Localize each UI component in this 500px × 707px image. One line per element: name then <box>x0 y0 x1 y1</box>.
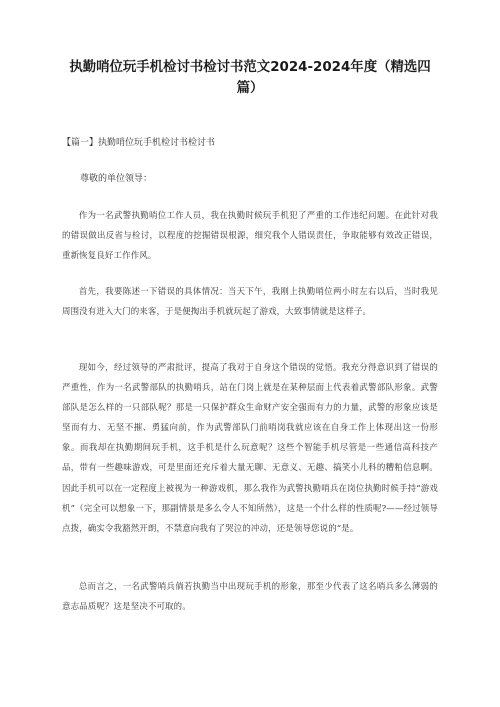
salutation: 尊敬的单位领导： <box>80 174 153 184</box>
body-paragraph-1: 作为一名武警执勤哨位工作人员，我在执勤时候玩手机犯了严重的工作违纪问题。在此针对我的错误做出反省与检讨，以程度的挖掘错误根源，细究我个人错误责任，争取能够有效改正错误，重新恢复良好工作作风。 <box>62 210 438 261</box>
document-title: 执勤哨位玩手机检讨书检讨书范文2024-2024年度（精选四篇） <box>69 60 431 96</box>
body-paragraph-3: 现如今，经过领导的严肃批评，提高了我对于自身这个错误的觉悟。我充分得意识到了错误的严重性，作为一名武警部队的执勤哨兵，站在门岗上就是在某种层面上代表着武警部队形象。武警部队是怎么样的一只部队呢？那是一只保护群众生命财产安全强而有力的力量，武警的形象应该是坚而有力、无坚不摧、勇猛向前，作为武警部队门前哨岗我就应该在自身工作上体现出这一份形象。而我却在执勤期间玩手机，这手机是什么玩意呢？这些个智能手机尽管是一些通信高科技产品，带有一些趣味游戏，可是里面还充斥着大量无聊、无意义、无趣、搞笑小儿科的糟粕信息啊。因此手机可以在一定程度上被视为一种游戏机，那么我作为武警执勤哨兵在岗位执勤时候手持“游戏机”（完全可以想象一下，那副情景是多么令人不知所然），这是一个什么样的性质呢?——经过领导点拨，确实令我豁然开朗，不禁意向我有了哭泣的冲动，还是领导您说的“是。 <box>62 362 438 533</box>
section-heading: 【篇一】执勤哨位玩手机检讨书检讨书 <box>62 138 216 148</box>
body-paragraph-4: 总而言之，一名武警哨兵倘若执勤当中出现玩手机的形象，那至少代表了这名哨兵多么薄弱的意志品质呢？这是坚决不可取的。 <box>62 581 438 612</box>
body-paragraph-2: 首先，我要陈述一下错误的具体情况：当天下午，我刚上执勤哨位两小时左右以后，当时我见周围没有进入大门的来客，于是便掏出手机就玩起了游戏，大致事情就是这样子。 <box>62 286 438 317</box>
